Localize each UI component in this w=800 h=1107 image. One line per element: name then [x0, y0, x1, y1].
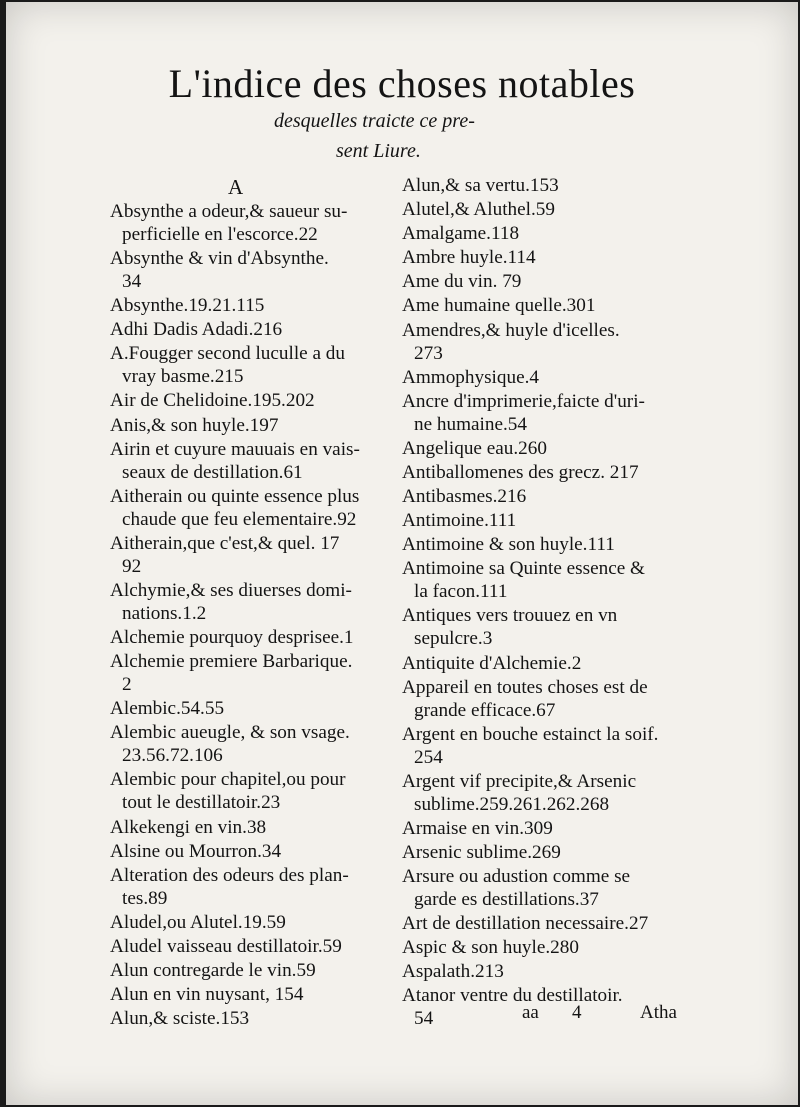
index-entry-continuation: 2 [122, 674, 132, 696]
index-entry [402, 604, 688, 650]
index-entry-text: Aludel vaisseau destillatoir.59 [110, 935, 342, 957]
index-entry [402, 533, 688, 556]
index-entry-text: Alteration des odeurs des plan- [110, 864, 349, 886]
index-entry [110, 650, 390, 696]
index-entry-text: Arsure ou adustion comme se [402, 866, 631, 888]
index-entry-text: Aitherain,que c'est,& quel. 17 [110, 532, 340, 554]
index-entry [110, 389, 390, 412]
index-entry-text: Alun,& sciste.153 [110, 1008, 250, 1030]
index-entry [402, 319, 688, 365]
index-entry [402, 723, 688, 769]
index-entry-continuation: 23.56.72.106 [122, 745, 223, 767]
index-entry-text: Antimoine.111 [402, 510, 517, 532]
index-entry-continuation: perficielle en l'escorce.22 [122, 224, 318, 245]
index-entry-continuation: 34 [122, 271, 142, 293]
index-entry-text: A.Fougger second luculle a du [110, 343, 345, 365]
index-entry [402, 270, 688, 293]
signature-mark: aa [522, 1002, 539, 1023]
index-entry-continuation: grande efficace.67 [414, 699, 556, 721]
index-entry-text: Argent en bouche estainct la soif. [402, 723, 659, 745]
section-letter: A [228, 175, 244, 199]
index-entry-text: Adhi Dadis Adadi.216 [110, 319, 283, 341]
index-entry-text: Appareil en toutes choses est de [402, 676, 648, 698]
index-entry-continuation: sepulcre.3 [414, 628, 493, 650]
index-entry [402, 437, 688, 460]
index-entry-text: Alutel,& Aluthel.59 [402, 199, 555, 221]
index-entry-text: Alkekengi en vin.38 [110, 816, 267, 838]
index-entry-text: Antibasmes.216 [402, 486, 527, 508]
index-entry [402, 817, 688, 840]
index-entry [110, 532, 390, 578]
index-entry-text: Ame humaine quelle.301 [402, 295, 596, 317]
index-entry [110, 438, 390, 484]
page-subtitle-line2: sent Liure. [336, 140, 421, 162]
index-entry-continuation: 54 [414, 1008, 434, 1030]
index-entry-continuation: seaux de destillation.61 [122, 461, 303, 483]
index-entry-text: Armaise en vin.309 [402, 817, 553, 839]
index-entry [402, 557, 688, 603]
index-entry-text: Amalgame.118 [402, 223, 520, 245]
index-entry-text: Amendres,& huyle d'icelles. [402, 319, 620, 341]
index-entry-text: Aspalath.213 [402, 961, 504, 983]
index-entry-continuation: vray basme.215 [122, 366, 244, 388]
index-entry-text: Air de Chelidoine.195.202 [110, 390, 315, 412]
index-entry [110, 626, 390, 649]
index-entry [110, 414, 390, 437]
index-entry-text: Antimoine sa Quinte essence & [402, 558, 645, 580]
index-entry [110, 485, 390, 531]
index-entry [110, 342, 390, 388]
page-number: 4 [572, 1002, 582, 1023]
index-entry-text: Argent vif precipite,& Arsenic [402, 770, 637, 792]
index-entry [110, 200, 390, 246]
index-entry-text: Aludel,ou Alutel.19.59 [110, 911, 286, 933]
index-entry-text: Alembic pour chapitel,ou pour [110, 769, 346, 791]
index-entry-continuation: sublime.259.261.262.268 [414, 793, 610, 815]
index-entry [402, 865, 688, 911]
index-entry [110, 816, 390, 839]
index-entry [402, 841, 688, 864]
index-entry [110, 1007, 390, 1030]
index-entry-text: Absynthe a odeur,& saueur su- [110, 201, 348, 222]
index-entry-text: Alsine ou Mourron.34 [110, 840, 282, 862]
index-entry [110, 579, 390, 625]
index-entry [402, 222, 688, 245]
index-entry-text: Alchymie,& ses diuerses domi- [110, 579, 352, 601]
index-entry [402, 936, 688, 959]
index-entry [402, 246, 688, 269]
index-entry-text: Antiballomenes des grecz. 217 [402, 461, 639, 483]
index-entry-text: Antiques vers trouuez en vn [402, 605, 618, 627]
index-entry [402, 652, 688, 675]
index-entry [402, 485, 688, 508]
index-entry [402, 461, 688, 484]
index-entry [402, 912, 688, 935]
index-entry [402, 366, 688, 389]
index-entry-text: Alembic aueugle, & son vsage. [110, 722, 350, 744]
index-entry [402, 294, 688, 317]
index-entry-text: Aspic & son huyle.280 [402, 937, 579, 959]
index-entry [110, 318, 390, 341]
book-page [6, 2, 798, 1105]
index-entry-text: Alun contregarde le vin.59 [110, 959, 316, 981]
index-entry-text: Ambre huyle.114 [402, 247, 536, 269]
left-entry-list [110, 200, 390, 1030]
index-entry-text: Atanor ventre du destillatoir. [402, 985, 623, 1007]
index-entry [110, 840, 390, 863]
index-entry [110, 721, 390, 767]
right-entry-list [402, 174, 688, 1030]
index-entry [402, 770, 688, 816]
index-entry [110, 911, 390, 934]
index-entry [402, 174, 688, 197]
index-entry-continuation: la facon.111 [414, 581, 508, 603]
index-entry-text: Alchemie pourquoy desprisee.1 [110, 627, 354, 649]
index-entry-text: Absynthe & vin d'Absynthe. [110, 248, 329, 270]
index-entry-text: Alchemie premiere Barbarique. [110, 651, 353, 673]
index-entry-text: Antiquite d'Alchemie.2 [402, 652, 582, 674]
index-entry-text: Aitherain ou quinte essence plus [110, 485, 360, 507]
page-title: L'indice des choses notables [168, 61, 636, 106]
index-entry-continuation: chaude que feu elementaire.92 [122, 508, 357, 530]
index-entry-text: Ancre d'imprimerie,faicte d'uri- [402, 390, 645, 412]
index-entry-text: Arsenic sublime.269 [402, 841, 561, 863]
index-entry [402, 509, 688, 532]
index-entry-continuation: tes.89 [122, 887, 168, 909]
index-entry-text: Ammophysique.4 [402, 366, 539, 388]
index-entry [402, 676, 688, 722]
index-entry-text: Alun en vin nuysant, 154 [110, 984, 304, 1006]
index-entry [110, 864, 390, 910]
index-entry-text: Absynthe.19.21.115 [110, 295, 265, 317]
index-entry [110, 294, 390, 317]
index-entry-continuation: tout le destillatoir.23 [122, 792, 281, 814]
index-entry [110, 768, 390, 814]
catchword: Atha [640, 1002, 677, 1023]
index-entry-text: Airin et cuyure mauuais en vais- [110, 438, 360, 460]
index-right-column [402, 174, 688, 1032]
index-entry [110, 959, 390, 982]
index-entry-continuation: 254 [414, 746, 443, 768]
page-subtitle-line1: desquelles traicte ce pre- [274, 110, 475, 132]
index-entry-continuation: nations.1.2 [122, 602, 207, 624]
index-entry-text: Alun,& sa vertu.153 [402, 175, 559, 196]
index-entry [110, 247, 390, 293]
index-entry-text: Antimoine & son huyle.111 [402, 534, 615, 556]
index-entry-continuation: 273 [414, 342, 443, 364]
index-entry [110, 983, 390, 1006]
index-entry-text: Angelique eau.260 [402, 437, 547, 459]
index-entry-continuation: 92 [122, 555, 142, 577]
index-left-column [110, 174, 390, 1031]
index-entry-text: Ame du vin. 79 [402, 271, 522, 293]
index-entry [402, 960, 688, 983]
index-entry [402, 198, 688, 221]
index-entry-continuation: garde es destillations.37 [414, 889, 599, 911]
index-entry-continuation: ne humaine.54 [414, 413, 527, 435]
index-entry-text: Anis,& son huyle.197 [110, 414, 279, 436]
index-entry [402, 390, 688, 436]
index-entry [110, 935, 390, 958]
index-entry-text: Alembic.54.55 [110, 698, 225, 720]
index-entry-text: Art de destillation necessaire.27 [402, 913, 649, 935]
index-entry [110, 697, 390, 720]
